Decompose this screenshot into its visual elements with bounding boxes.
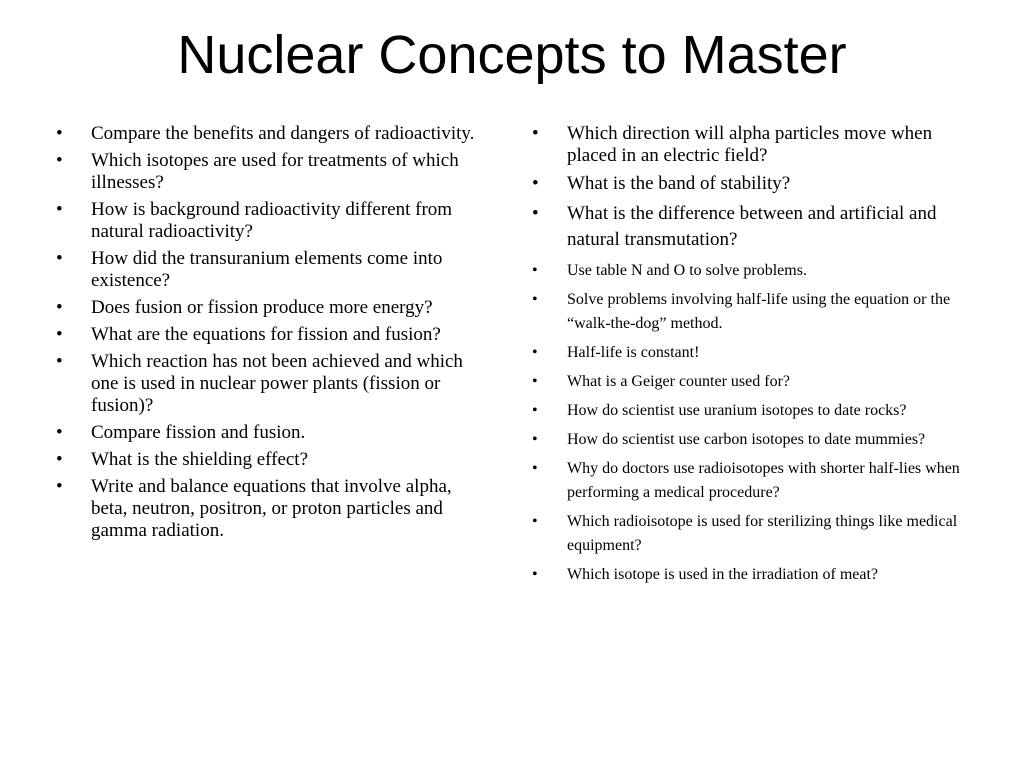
slide-title: Nuclear Concepts to Master xyxy=(177,25,847,85)
bullet-icon: • xyxy=(532,513,538,530)
bullet-icon: • xyxy=(56,199,63,220)
list-item-text: How do scientist use uranium isotopes to date rocks? xyxy=(567,402,907,419)
list-item-text: Compare fission and fusion. xyxy=(91,422,306,443)
list-item-text: What is a Geiger counter used for? xyxy=(567,373,791,390)
list-item-text: What is the band of stability? xyxy=(567,173,791,194)
list-item xyxy=(56,199,476,243)
list-item-text: What are the equations for fission and fusion? xyxy=(91,324,441,345)
bullet-icon: • xyxy=(532,431,538,448)
list-item-text: Which isotope is used in the irradiation of meat? xyxy=(567,566,879,583)
list-item-text: Which isotopes are used for treatments of which illnesses? xyxy=(91,150,459,193)
list-item-text: What is the shielding effect? xyxy=(91,449,309,470)
list-item-text: How is background radioactivity different from natural radioactivity? xyxy=(91,199,453,242)
list-item xyxy=(532,457,972,505)
bullet-icon: • xyxy=(56,324,63,345)
bullet-icon: • xyxy=(532,460,538,477)
list-item xyxy=(532,259,972,283)
list-item-text: Half-life is constant! xyxy=(567,344,700,361)
list-item-text: How did the transuranium elements come into existence? xyxy=(91,248,443,291)
list-item-text: Which radioisotope is used for sterilizing things like medical equipment? xyxy=(567,513,958,554)
list-item xyxy=(532,510,972,558)
list-item xyxy=(532,288,972,336)
bullet-icon: • xyxy=(532,373,538,390)
list-item-text: Which direction will alpha particles move when placed in an electric field? xyxy=(567,123,933,166)
list-item xyxy=(532,370,972,394)
list-item xyxy=(532,563,972,587)
list-item xyxy=(56,123,476,145)
list-item xyxy=(56,150,476,194)
list-item-text: Why do doctors use radioisotopes with shorter half-lies when performing a medical procedure? xyxy=(567,460,960,501)
list-item xyxy=(532,201,972,253)
bullet-icon: • xyxy=(56,297,63,318)
list-item xyxy=(56,324,476,346)
list-item-text: Which reaction has not been achieved and which one is used in nuclear power plants (fission or fusion)? xyxy=(91,351,463,416)
list-item-text: What is the difference between and artificial and natural transmutation? xyxy=(567,203,937,250)
bullet-icon: • xyxy=(532,344,538,361)
list-item xyxy=(532,428,972,452)
list-item xyxy=(532,173,972,195)
left-bullet-list xyxy=(56,123,476,547)
list-item-text: Solve problems involving half-life using the equation or the “walk-the-dog” method. xyxy=(567,291,951,332)
list-item-text: Compare the benefits and dangers of radioactivity. xyxy=(91,123,475,144)
bullet-icon: • xyxy=(56,123,63,144)
list-item-text: Use table N and O to solve problems. xyxy=(567,262,807,279)
list-item xyxy=(56,297,476,319)
bullet-icon: • xyxy=(532,291,538,308)
list-item-text: Write and balance equations that involve alpha, beta, neutron, positron, or proton particles and gamma radiation. xyxy=(91,476,452,541)
bullet-icon: • xyxy=(532,402,538,419)
bullet-icon: • xyxy=(532,173,539,194)
bullet-icon: • xyxy=(532,203,539,224)
list-item xyxy=(532,399,972,423)
bullet-icon: • xyxy=(56,351,63,372)
bullet-icon: • xyxy=(56,248,63,269)
list-item-text: Does fusion or fission produce more energy? xyxy=(91,297,433,318)
list-item xyxy=(532,341,972,365)
list-item xyxy=(56,248,476,292)
bullet-icon: • xyxy=(532,566,538,583)
bullet-icon: • xyxy=(532,262,538,279)
bullet-icon: • xyxy=(56,150,63,171)
list-item xyxy=(56,476,476,542)
list-item xyxy=(532,123,972,167)
bullet-icon: • xyxy=(56,449,63,470)
list-item xyxy=(56,449,476,471)
right-bullet-list xyxy=(532,123,972,592)
list-item xyxy=(56,351,476,417)
list-item-text: How do scientist use carbon isotopes to date mummies? xyxy=(567,431,926,448)
bullet-icon: • xyxy=(56,422,63,443)
bullet-icon: • xyxy=(56,476,63,497)
bullet-icon: • xyxy=(532,123,539,144)
list-item xyxy=(56,422,476,444)
